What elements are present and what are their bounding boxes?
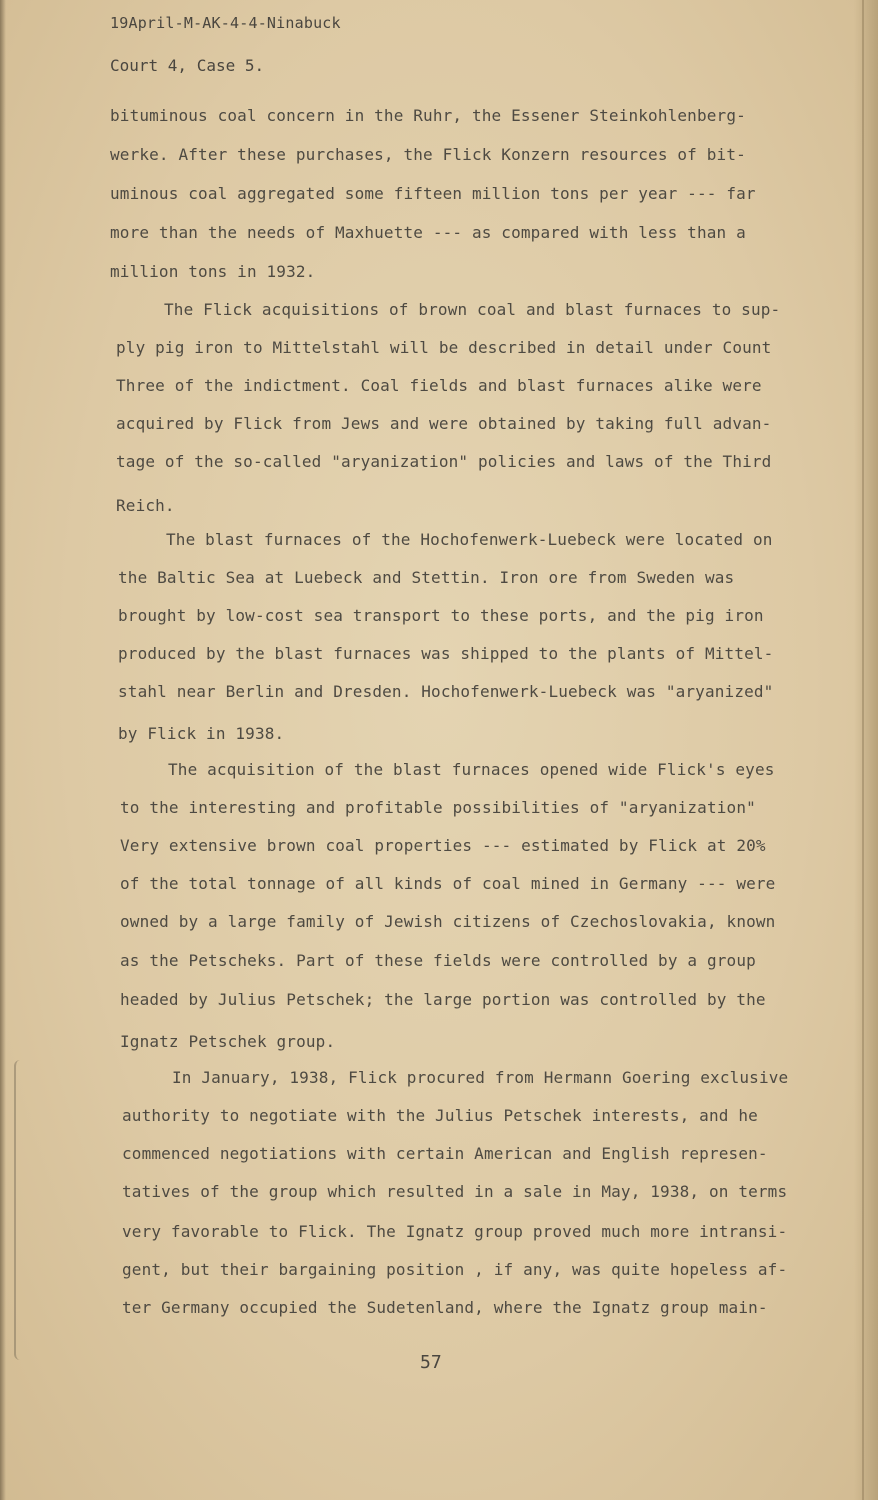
body-line: uminous coal aggregated some fifteen million tons per year --- far — [110, 184, 756, 203]
body-line: Three of the indictment. Coal fields and blast furnaces alike were — [116, 376, 762, 395]
body-line: the Baltic Sea at Luebeck and Stettin. Iron ore from Sweden was — [118, 568, 735, 587]
page-left-edge — [0, 0, 6, 1500]
body-line: The blast furnaces of the Hochofenwerk-Luebeck were located on — [166, 530, 773, 549]
body-line: produced by the blast furnaces was shipped to the plants of Mittel- — [118, 644, 774, 663]
body-line: of the total tonnage of all kinds of coal mined in Germany --- were — [120, 874, 776, 893]
document-reference: 19April-M-AK-4-4-Ninabuck — [110, 14, 341, 32]
body-line: The acquisition of the blast furnaces opened wide Flick's eyes — [168, 760, 775, 779]
binding-mark — [14, 1060, 26, 1360]
page-right-edge — [854, 0, 878, 1500]
body-line: The Flick acquisitions of brown coal and blast furnaces to sup- — [164, 300, 781, 319]
body-line: Ignatz Petschek group. — [120, 1032, 336, 1051]
body-line: In January, 1938, Flick procured from Hermann Goering exclusive — [172, 1068, 789, 1087]
body-line: to the interesting and profitable possibilities of "aryanization" — [120, 798, 756, 817]
body-line: ply pig iron to Mittelstahl will be described in detail under Count — [116, 338, 772, 357]
body-line: Very extensive brown coal properties --- estimated by Flick at 20% — [120, 836, 766, 855]
body-line: werke. After these purchases, the Flick Konzern resources of bit- — [110, 145, 746, 164]
body-line: bituminous coal concern in the Ruhr, the Essener Steinkohlenberg- — [110, 106, 746, 125]
body-line: more than the needs of Maxhuette --- as compared with less than a — [110, 223, 746, 242]
court-case-label: Court 4, Case 5. — [110, 56, 265, 75]
body-line: by Flick in 1938. — [118, 724, 285, 743]
body-line: as the Petscheks. Part of these fields were controlled by a group — [120, 951, 756, 970]
body-line: acquired by Flick from Jews and were obtained by taking full advan- — [116, 414, 772, 433]
body-line: brought by low-cost sea transport to these ports, and the pig iron — [118, 606, 764, 625]
page-number: 57 — [420, 1352, 442, 1373]
body-line: authority to negotiate with the Julius Petschek interests, and he — [122, 1106, 758, 1125]
body-line: commenced negotiations with certain American and English represen- — [122, 1144, 768, 1163]
body-line: million tons in 1932. — [110, 262, 316, 281]
body-line: tage of the so-called "aryanization" policies and laws of the Third — [116, 452, 772, 471]
body-line: Reich. — [116, 496, 175, 515]
page-fold-line — [862, 0, 864, 1500]
body-line: very favorable to Flick. The Ignatz group proved much more intransi- — [122, 1222, 788, 1241]
body-line: headed by Julius Petschek; the large portion was controlled by the — [120, 990, 766, 1009]
body-line: ter Germany occupied the Sudetenland, where the Ignatz group main- — [122, 1298, 768, 1317]
body-line: stahl near Berlin and Dresden. Hochofenwerk-Luebeck was "aryanized" — [118, 682, 774, 701]
body-line: tatives of the group which resulted in a sale in May, 1938, on terms — [122, 1182, 788, 1201]
body-line: owned by a large family of Jewish citizens of Czechoslovakia, known — [120, 912, 776, 931]
body-line: gent, but their bargaining position , if any, was quite hopeless af- — [122, 1260, 788, 1279]
